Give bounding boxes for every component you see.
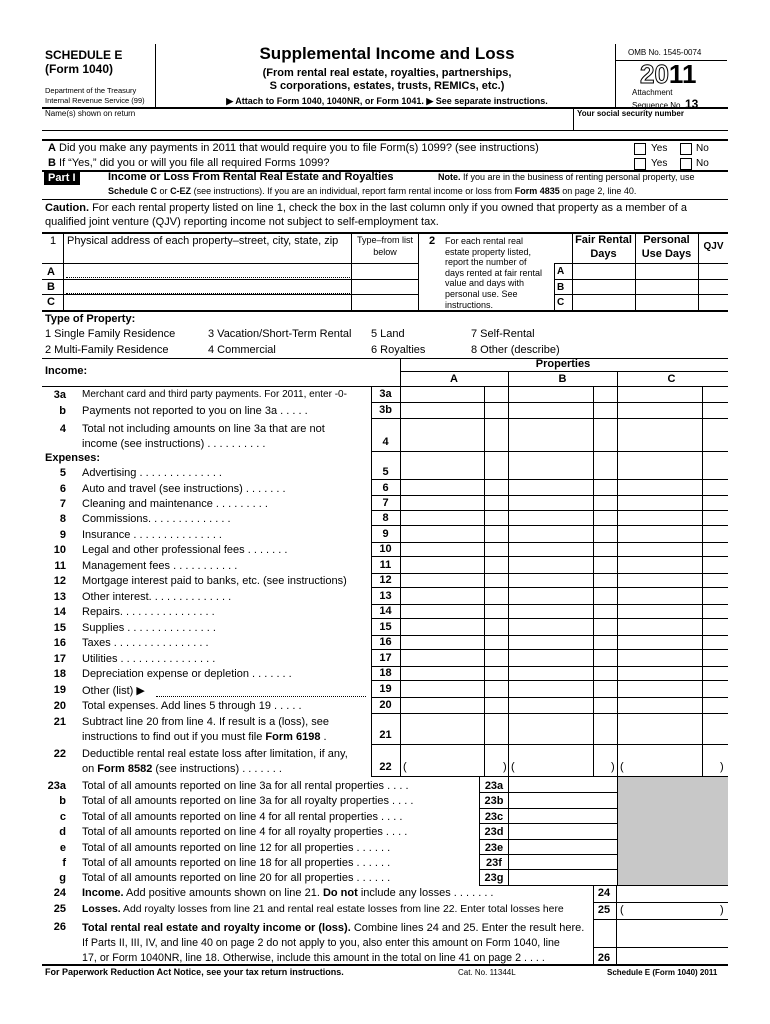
type-header-1: Type–from list: [356, 235, 414, 245]
line-3a-box: 3a: [379, 388, 392, 400]
line-9-box: 9: [382, 528, 389, 540]
line-21-label: Subtract line 20 from line 4. If result is a (loss), see: [82, 716, 329, 728]
line-24-box: 24: [597, 887, 611, 899]
line-23e-box: 23e: [484, 841, 504, 854]
line-20-number: 20: [53, 700, 66, 712]
qjv-b-checkbox[interactable]: [700, 280, 727, 293]
irs-label: Internal Revenue Service (99): [45, 96, 145, 105]
line-19-other-list-field[interactable]: [156, 684, 366, 696]
question-a-yes-checkbox[interactable]: [634, 143, 646, 155]
line-20-property-c-field[interactable]: [618, 698, 700, 712]
line-5-property-a-field[interactable]: [401, 465, 483, 478]
fair-rental-days-b-field[interactable]: [574, 280, 634, 293]
line-6-property-c-field[interactable]: [618, 481, 700, 494]
line-19-box: 19: [379, 683, 392, 695]
line-14-number: 14: [53, 606, 66, 618]
line-5-property-c-field[interactable]: [618, 465, 700, 478]
line-22-c-paren-open: (: [620, 761, 624, 773]
line-23c-label: Total of all amounts reported on line 4 for all rental properties . . . .: [82, 810, 403, 823]
type-option-2: 2 Multi-Family Residence: [45, 344, 169, 356]
line-22-number: 22: [53, 748, 66, 760]
line-18-label: Depreciation expense or depletion . . . . . . .: [82, 668, 292, 680]
line-21-label-2: instructions to find out if you must file Form 6198 .: [82, 731, 327, 743]
line-18-property-c-field[interactable]: [618, 666, 700, 679]
type-option-5: 5 Land: [371, 328, 405, 340]
line-16-label: Taxes . . . . . . . . . . . . . . . .: [82, 637, 209, 649]
line-23c-box: 23c: [484, 810, 504, 823]
line-15-number: 15: [53, 622, 66, 634]
line-13-property-b-field[interactable]: [509, 589, 591, 603]
part-i-title: Income or Loss From Rental Real Estate and Royalties: [108, 171, 394, 183]
line-1-address-b-field[interactable]: [66, 280, 350, 293]
line-23d-label: Total of all amounts reported on line 4 for all royalty properties . . . .: [82, 826, 408, 839]
type-option-4: 4 Commercial: [208, 344, 276, 356]
sequence-label: Sequence No. 13: [632, 97, 699, 111]
line-3b-property-c-field[interactable]: [618, 403, 700, 417]
line-23g-label: Total of all amounts reported on line 20 for all properties . . . . . .: [82, 872, 391, 885]
line-7-number: 7: [59, 498, 66, 510]
personal-use-days-c-field[interactable]: [637, 295, 697, 309]
line-26-amount-field[interactable]: [616, 948, 726, 963]
line-23g-box: 23g: [484, 872, 504, 885]
personal-use-days-header-2: Use Days: [641, 248, 692, 260]
line-13-property-a-field[interactable]: [401, 589, 483, 603]
line-16-property-a-field[interactable]: [401, 635, 483, 648]
line-18-property-b-field[interactable]: [509, 666, 591, 679]
line-19-property-b-field[interactable]: [509, 682, 591, 696]
line-21-property-b-field[interactable]: [509, 714, 591, 743]
qjv-header: QJV: [703, 241, 724, 252]
line-11-property-b-field[interactable]: [509, 558, 591, 572]
line-6-number: 6: [59, 483, 66, 495]
type-of-property-heading: Type of Property:: [45, 313, 136, 325]
line-13-label: Other interest. . . . . . . . . . . . . .: [82, 591, 232, 603]
line-14-property-c-field[interactable]: [618, 604, 700, 617]
line-22-label-2: on Form 8582 (see instructions) . . . . . . .: [82, 763, 282, 775]
line-11-property-a-field[interactable]: [401, 558, 483, 572]
personal-use-days-a-field[interactable]: [637, 264, 697, 278]
line-1-type-c-field[interactable]: [353, 295, 417, 309]
question-b-yes-label: Yes: [651, 158, 668, 169]
line-9-property-c-field[interactable]: [618, 527, 700, 541]
line-6-box: 6: [382, 482, 389, 494]
line-10-property-a-field[interactable]: [401, 542, 483, 555]
caution-line-1: Caution. For each rental property listed on line 1, check the box in the last column only if you owned that property as a member of a: [45, 202, 687, 214]
line-7-label: Cleaning and maintenance . . . . . . . . .: [82, 498, 268, 510]
line-16-property-c-field[interactable]: [618, 635, 700, 648]
line-23f-number: f: [62, 857, 66, 869]
line-23b-amount-field[interactable]: [510, 793, 616, 807]
line-21-property-c-field[interactable]: [618, 714, 700, 743]
line-26-number: 26: [53, 921, 66, 933]
line-22-a-paren-close: ): [503, 761, 507, 773]
line-13-number: 13: [53, 591, 66, 603]
line-8-property-a-field[interactable]: [401, 511, 483, 524]
question-b-no-label: No: [696, 158, 709, 169]
line-3b-number: b: [59, 405, 66, 417]
line-23d-box: 23d: [484, 826, 504, 839]
ssn-field[interactable]: [576, 118, 726, 130]
line-19-label: Other (list) ▶: [82, 685, 145, 697]
line-17-number: 17: [53, 653, 66, 665]
line-16-property-b-field[interactable]: [509, 635, 591, 648]
line-10-label: Legal and other professional fees . . . . . . .: [82, 544, 288, 556]
line-14-box: 14: [379, 605, 392, 617]
line-15-property-c-field[interactable]: [618, 620, 700, 634]
line-23g-amount-field[interactable]: [510, 870, 616, 884]
line-4-number: 4: [59, 423, 66, 435]
line-22-property-a-field[interactable]: [401, 746, 483, 775]
line-3a-number: 3a: [53, 389, 66, 401]
line-5-label: Advertising . . . . . . . . . . . . . .: [82, 467, 222, 479]
line-22-a-paren-open: (: [403, 761, 407, 773]
form-title: Supplemental Income and Loss: [259, 44, 515, 63]
line-7-box: 7: [382, 497, 389, 509]
type-option-6: 6 Royalties: [371, 344, 426, 356]
department-label: Department of the Treasury: [45, 86, 137, 95]
line-4-box: 4: [382, 436, 389, 448]
footer-paperwork-notice: For Paperwork Reduction Act Notice, see your tax return instructions.: [45, 967, 344, 977]
line-23d-amount-field[interactable]: [510, 824, 616, 838]
line-14-label: Repairs. . . . . . . . . . . . . . . .: [82, 606, 215, 618]
line-19-number: 19: [53, 684, 66, 696]
line-8-property-c-field[interactable]: [618, 511, 700, 524]
question-b: B If “Yes,” did you or will you file all required Forms 1099?: [48, 157, 330, 169]
line-13-property-c-field[interactable]: [618, 589, 700, 603]
line-1-number: 1: [50, 235, 57, 247]
schedule-label: SCHEDULE E: [45, 48, 123, 62]
footer-schedule-label: Schedule E (Form 1040) 2011: [607, 968, 718, 977]
line-3a-property-b-field[interactable]: [509, 387, 591, 401]
footer-cat-number: Cat. No. 11344L: [458, 968, 516, 977]
caution-line-2: qualified joint venture (QJV) reporting income not subject to self-employment tax.: [45, 216, 439, 228]
line-22-b-paren-open: (: [511, 761, 515, 773]
column-c-header: C: [667, 373, 676, 385]
line-5-box: 5: [382, 466, 389, 478]
line-20-property-a-field[interactable]: [401, 698, 483, 712]
line-23b-number: b: [59, 795, 66, 808]
line-21-number: 21: [53, 716, 66, 728]
question-b-yes-checkbox[interactable]: [634, 158, 646, 170]
line-25-label: Losses. Add royalty losses from line 21 and rental real estate losses from line 22. Enter total losses here: [82, 904, 564, 915]
column-b-header: B: [558, 373, 567, 385]
line-1-type-b-field[interactable]: [353, 280, 417, 293]
question-a-no-checkbox[interactable]: [680, 143, 692, 155]
type-header-2: below: [373, 247, 397, 257]
question-a-no-label: No: [696, 143, 709, 154]
line-10-property-c-field[interactable]: [618, 542, 700, 555]
line-13-box: 13: [379, 590, 392, 602]
line-6-property-b-field[interactable]: [509, 481, 591, 494]
line-20-label: Total expenses. Add lines 5 through 19 . . . . .: [82, 700, 302, 712]
line-23f-box: 23f: [486, 857, 502, 869]
line-14-property-a-field[interactable]: [401, 604, 483, 617]
line-9-number: 9: [59, 529, 66, 541]
line-14-property-b-field[interactable]: [509, 604, 591, 617]
line-23a-label: Total of all amounts reported on line 3a for all rental properties . . . .: [82, 780, 409, 792]
line-22-label: Deductible rental real estate loss after limitation, if any,: [82, 748, 348, 760]
line-10-box: 10: [379, 543, 392, 555]
question-a-yes-label: Yes: [651, 143, 668, 154]
line-24-number: 24: [53, 887, 66, 899]
form-subtitle-2: S corporations, estates, trusts, REMICs, etc.): [269, 80, 505, 92]
names-label: Name(s) shown on return: [45, 109, 136, 118]
personal-use-days-b-field[interactable]: [637, 280, 697, 293]
line-23b-box: 23b: [484, 795, 504, 808]
line-10-property-b-field[interactable]: [509, 542, 591, 555]
line-24-amount-field[interactable]: [616, 886, 726, 901]
line-23a-box: 23a: [484, 780, 504, 792]
line-23e-number: e: [59, 841, 66, 854]
line-17-property-c-field[interactable]: [618, 651, 700, 665]
line-23g-number: g: [59, 872, 66, 885]
line-1-row-c-label: C: [47, 296, 55, 308]
line-2-row-a-label: A: [557, 266, 565, 277]
line-19-property-a-field[interactable]: [401, 682, 483, 696]
fair-rental-days-c-field[interactable]: [574, 295, 634, 309]
line-18-property-a-field[interactable]: [401, 666, 483, 679]
qjv-a-checkbox[interactable]: [700, 264, 727, 278]
line-1-row-a-label: A: [47, 266, 55, 278]
personal-use-days-header-1: Personal: [643, 234, 690, 246]
line-18-box: 18: [379, 667, 392, 679]
line-18-number: 18: [53, 668, 66, 680]
line-23a-number: 23a: [47, 780, 66, 792]
line-16-number: 16: [53, 637, 66, 649]
line-26-label-2: If Parts II, III, IV, and line 40 on page 2 do not apply to you, also enter this amount on Form 1040, line: [82, 937, 560, 949]
line-9-label: Insurance . . . . . . . . . . . . . . .: [82, 529, 222, 541]
line-26-label-3: 17, or Form 1040NR, line 18. Otherwise, include this amount in the total on line 41 on page 2 . . . .: [82, 952, 545, 964]
line-26-box: 26: [597, 952, 611, 964]
question-a: A Did you make any payments in 2011 that would require you to file Form(s) 1099? (see instructions): [48, 142, 539, 154]
line-25-paren-open: (: [620, 904, 624, 916]
line-12-property-b-field[interactable]: [509, 573, 591, 586]
line-22-property-b-field[interactable]: [509, 746, 591, 775]
line-23d-number: d: [59, 826, 66, 839]
column-a-header: A: [450, 373, 458, 385]
line-17-box: 17: [379, 652, 392, 664]
line-23c-amount-field[interactable]: [510, 809, 616, 823]
type-option-3: 3 Vacation/Short-Term Rental: [208, 328, 352, 340]
line-15-label: Supplies . . . . . . . . . . . . . . .: [82, 622, 216, 634]
line-23f-amount-field[interactable]: [510, 855, 616, 869]
line-15-property-b-field[interactable]: [509, 620, 591, 634]
line-4-property-a-field[interactable]: [401, 421, 483, 450]
line-1-address-c-field[interactable]: [66, 295, 350, 309]
line-22-box: 22: [379, 761, 392, 773]
line-3b-property-b-field[interactable]: [509, 403, 591, 417]
line-12-box: 12: [379, 574, 392, 586]
line-2-text: For each rental real estate property listed, report the number of days rented at fair rental value and days with personal use. See instructions.: [445, 236, 543, 310]
line-15-property-a-field[interactable]: [401, 620, 483, 634]
type-option-7: 7 Self-Rental: [471, 328, 535, 340]
line-8-label: Commissions. . . . . . . . . . . . . .: [82, 513, 231, 525]
fair-rental-days-header-2: Days: [590, 248, 617, 260]
line-24-label: Income. Add positive amounts shown on line 21. Do not include any losses . . . . . . .: [82, 887, 494, 899]
line-2-row-b-label: B: [557, 282, 565, 293]
line-26-label-1: Total rental real estate and royalty income or (loss). Combine lines 24 and 25. Enter the result here.: [82, 922, 585, 934]
line-22-property-c-field[interactable]: [618, 746, 700, 775]
line-25-number: 25: [53, 903, 66, 915]
line-22-b-paren-close: ): [611, 761, 615, 773]
type-option-1: 1 Single Family Residence: [45, 328, 176, 340]
line-17-property-a-field[interactable]: [401, 651, 483, 665]
line-20-property-b-field[interactable]: [509, 698, 591, 712]
names-field[interactable]: [45, 118, 570, 130]
form-subtitle-1: (From rental real estate, royalties, partnerships,: [262, 67, 512, 79]
line-7-property-a-field[interactable]: [401, 496, 483, 509]
line-11-number: 11: [54, 560, 66, 572]
line-1-label: Physical address of each property–street, city, state, zip: [67, 235, 339, 247]
line-23a-amount-field[interactable]: [510, 778, 616, 792]
line-19-property-c-field[interactable]: [618, 682, 700, 696]
line-1-address-a-field[interactable]: [66, 264, 350, 277]
line-11-label: Management fees . . . . . . . . . . .: [82, 560, 238, 572]
line-3b-label: Payments not reported to you on line 3a . . . . .: [82, 405, 308, 417]
question-b-no-checkbox[interactable]: [680, 158, 692, 170]
line-4-label-2: income (see instructions) . . . . . . . . . .: [82, 438, 266, 450]
line-23f-label: Total of all amounts reported on line 18 for all properties . . . . . .: [82, 857, 391, 869]
line-9-property-a-field[interactable]: [401, 527, 483, 541]
line-16-box: 16: [379, 636, 392, 648]
part-i-note-1: Note. If you are in the business of renting personal property, use: [438, 172, 695, 182]
line-23e-label: Total of all amounts reported on line 12 for all properties . . . . . .: [82, 841, 391, 854]
form-label: (Form 1040): [45, 62, 114, 76]
line-3a-label: Merchant card and third party payments. For 2011, enter -0-: [82, 389, 347, 400]
qjv-c-checkbox[interactable]: [700, 295, 727, 309]
line-4-property-b-field[interactable]: [509, 421, 591, 450]
line-4-property-c-field[interactable]: [618, 421, 700, 450]
line-3a-property-a-field[interactable]: [401, 387, 483, 401]
line-23c-number: c: [59, 810, 66, 823]
line-1-row-b-label: B: [47, 281, 55, 293]
line-6-label: Auto and travel (see instructions) . . . . . . .: [82, 483, 286, 495]
income-heading: Income:: [45, 365, 88, 377]
line-12-number: 12: [53, 575, 66, 587]
fair-rental-days-a-field[interactable]: [574, 264, 634, 278]
line-25-amount-field[interactable]: [626, 903, 718, 918]
line-7-property-b-field[interactable]: [509, 496, 591, 509]
line-15-box: 15: [379, 621, 392, 633]
line-25-paren-close: ): [720, 904, 724, 916]
line-12-property-c-field[interactable]: [618, 573, 700, 586]
line-5-property-b-field[interactable]: [509, 465, 591, 478]
line-23e-amount-field[interactable]: [510, 840, 616, 854]
attachment-label: Attachment: [632, 88, 673, 97]
line-23b-label: Total of all amounts reported on line 3a for all royalty properties . . . .: [82, 795, 414, 808]
omb-number: OMB No. 1545-0074: [628, 48, 702, 57]
line-2-number: 2: [429, 235, 436, 247]
line-8-number: 8: [59, 513, 66, 525]
line-8-property-b-field[interactable]: [509, 511, 591, 524]
type-option-8: 8 Other (describe): [471, 344, 560, 356]
line-1-type-a-field[interactable]: [353, 264, 417, 277]
line-8-box: 8: [382, 512, 389, 524]
line-25-box: 25: [597, 904, 611, 916]
line-21-property-a-field[interactable]: [401, 714, 483, 743]
line-5-number: 5: [59, 467, 66, 479]
line-20-box: 20: [379, 699, 392, 711]
line-11-property-c-field[interactable]: [618, 558, 700, 572]
line-4-label: Total not including amounts on line 3a that are not: [82, 423, 325, 435]
line-3b-property-a-field[interactable]: [401, 403, 483, 417]
line-9-property-b-field[interactable]: [509, 527, 591, 541]
fair-rental-days-header-1: Fair Rental: [575, 234, 632, 246]
line-10-number: 10: [53, 544, 66, 556]
line-12-label: Mortgage interest paid to banks, etc. (see instructions): [82, 575, 347, 587]
line-12-property-a-field[interactable]: [401, 573, 483, 586]
line-6-property-a-field[interactable]: [401, 481, 483, 494]
properties-header: Properties: [535, 358, 591, 370]
line-17-property-b-field[interactable]: [509, 651, 591, 665]
line-3a-property-c-field[interactable]: [618, 387, 700, 401]
line-7-property-c-field[interactable]: [618, 496, 700, 509]
part-i-note-2: Schedule C or C-EZ (see instructions). If you are an individual, report farm rental income or loss from Form 4835 on page 2, line 40.: [108, 186, 637, 196]
line-17-label: Utilities . . . . . . . . . . . . . . . .: [82, 653, 216, 665]
expenses-heading: Expenses:: [45, 452, 101, 464]
part-i-label: Part I: [44, 171, 80, 185]
attach-instruction: ▶ Attach to Form 1040, 1040NR, or Form 1041. ▶ See separate instructions.: [226, 96, 548, 106]
line-3b-box: 3b: [379, 404, 392, 416]
line-22-c-paren-close: ): [720, 761, 724, 773]
line-11-box: 11: [379, 559, 392, 571]
line-23-shaded-area: [617, 777, 728, 885]
line-2-row-c-label: C: [557, 297, 565, 308]
ssn-label: Your social security number: [577, 109, 684, 118]
line-21-box: 21: [379, 729, 392, 741]
tax-year: 2011: [640, 59, 697, 89]
